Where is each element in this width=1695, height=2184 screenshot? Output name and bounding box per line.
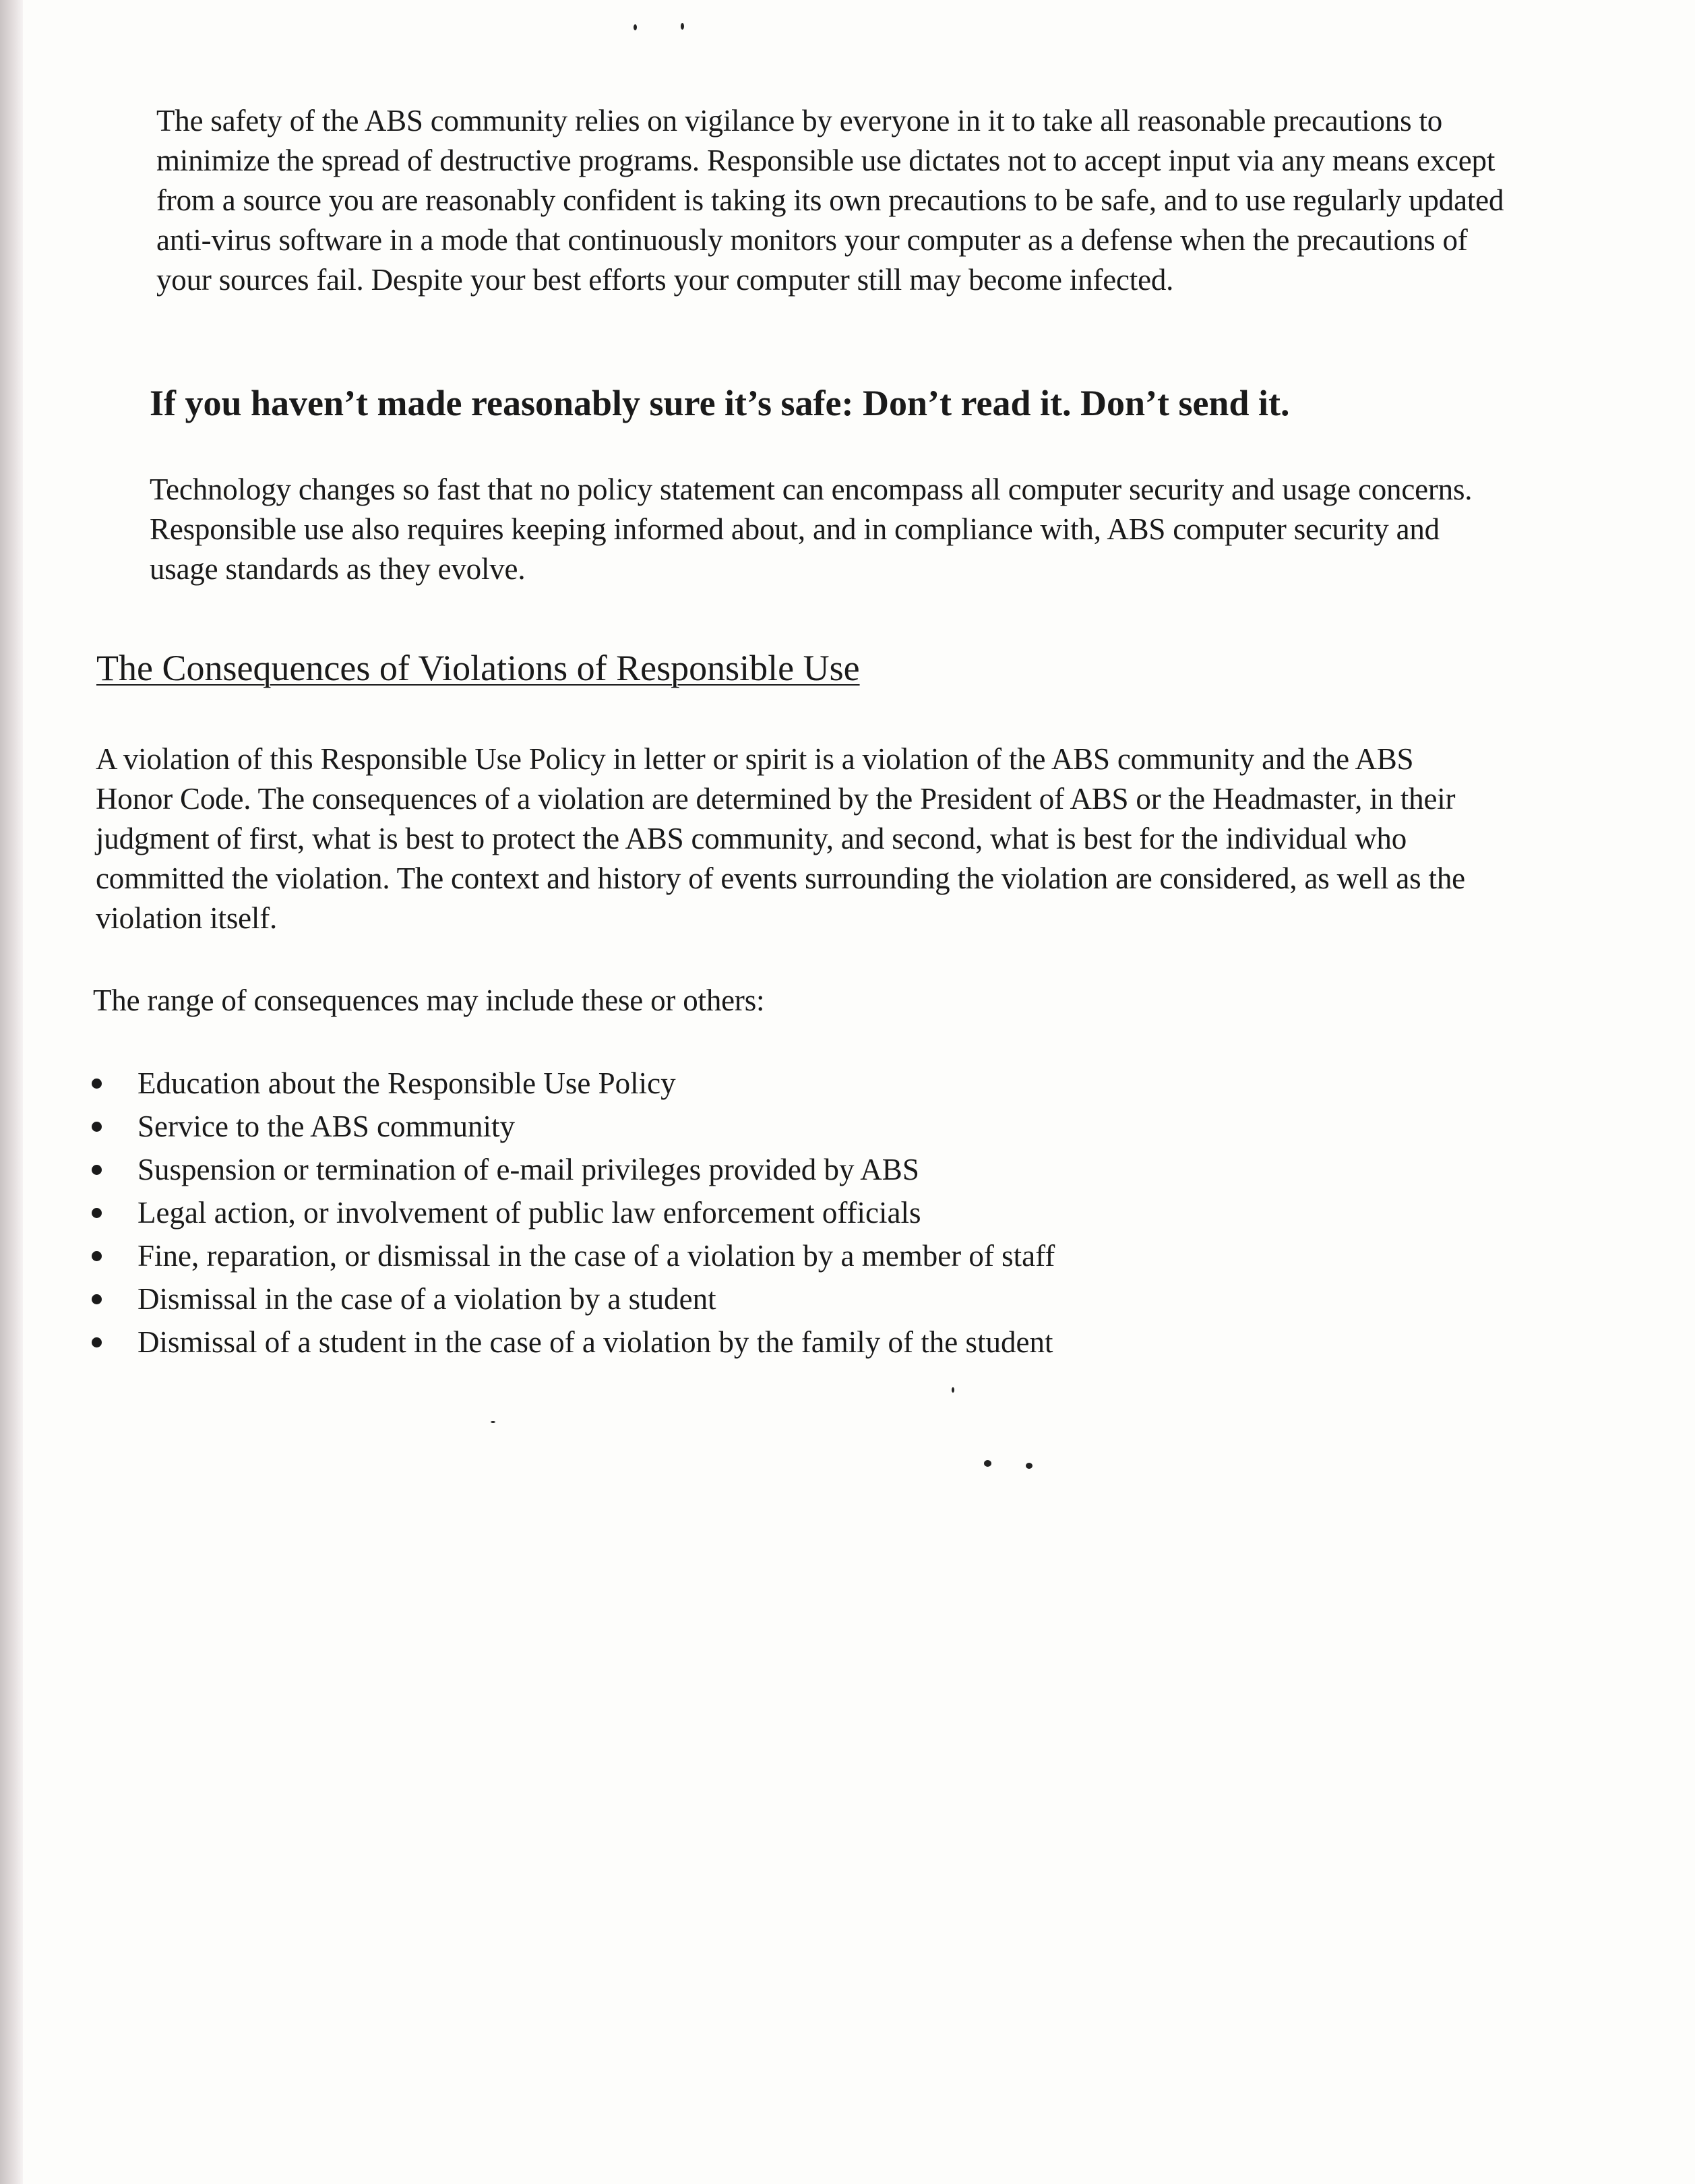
paragraph-violation: A violation of this Responsible Use Policy in letter or spirit is a violation of the ABS community and the ABS Honor Code. The consequences of a violation are determined by the President of ABS or the Headmaster, in their judgment of first, what is best to protect the ABS community, and second, what is best for the individual who committed the violation. The context and history of events surrounding the violation are considered, as well as the violation itself.: [96, 742, 1465, 935]
list-item: [86, 1062, 1333, 1105]
list-item-text: Education about the Responsible Use Policy: [137, 1066, 676, 1100]
warning-line: If you haven’t made reasonably sure it’s safe: Don’t read it. Don’t send it.: [150, 383, 1290, 423]
bullet-icon: [92, 1122, 102, 1132]
scan-speck: [634, 24, 637, 30]
paragraph-safety: The safety of the ABS community relies on vigilance by everyone in it to take all reasonable precautions to minimize the spread of destructive programs. Responsible use dictates not to accept input via any means except from a source you are reasonably confident is taking its own precautions to be safe, and to use regularly updated anti-virus software in a mode that continuously monitors your computer as a defense when the precautions of your sources fail. Despite your best efforts your computer still may become infected.: [156, 104, 1504, 297]
list-item: [86, 1277, 1333, 1321]
paragraph-range: The range of consequences may include these or others:: [93, 983, 765, 1017]
list-item-text: Suspension or termination of e-mail privileges provided by ABS: [137, 1153, 919, 1186]
bullet-icon: [92, 1251, 102, 1261]
list-item-text: Fine, reparation, or dismissal in the case of a violation by a member of staff: [137, 1239, 1055, 1273]
list-item-text: Service to the ABS community: [137, 1110, 515, 1143]
scan-speck: [984, 1460, 991, 1467]
list-item: [86, 1148, 1333, 1191]
list-item-text: Dismissal of a student in the case of a violation by the family of the student: [137, 1325, 1053, 1359]
scan-binding-shadow: [0, 0, 23, 2184]
scan-speck: [681, 23, 684, 30]
bullet-icon: [92, 1165, 102, 1175]
consequence-list: [86, 1062, 1333, 1364]
paragraph-technology: Technology changes so fast that no policy statement can encompass all computer security and usage concerns. Responsible use also requires keeping informed about, and in compliance with, ABS computer security and usage standards as they evolve.: [150, 473, 1473, 586]
list-item: [86, 1191, 1333, 1234]
list-item: [86, 1105, 1333, 1148]
scan-speck: [1026, 1463, 1033, 1469]
scan-speck: [952, 1387, 954, 1393]
section-heading: The Consequences of Violations of Responsible Use: [96, 648, 860, 688]
bullet-icon: [92, 1079, 102, 1089]
list-item: [86, 1234, 1333, 1277]
bullet-icon: [92, 1337, 102, 1347]
scan-speck: [491, 1421, 495, 1423]
list-item-text: Dismissal in the case of a violation by a student: [137, 1282, 716, 1316]
list-item-text: Legal action, or involvement of public law enforcement officials: [137, 1196, 921, 1230]
list-item: [86, 1321, 1333, 1364]
bullet-icon: [92, 1294, 102, 1304]
bullet-icon: [92, 1208, 102, 1218]
